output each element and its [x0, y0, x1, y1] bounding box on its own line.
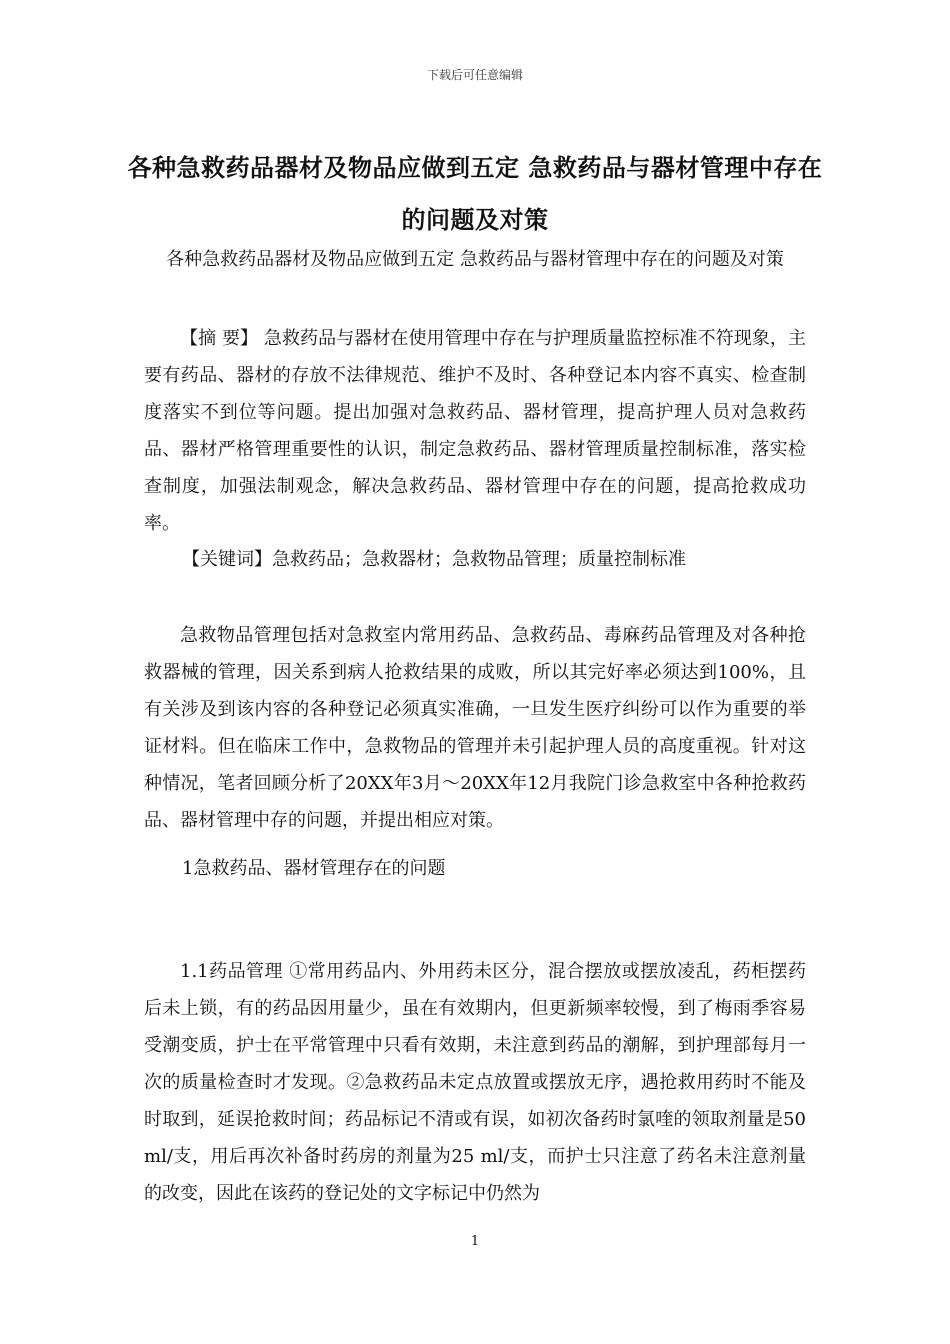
keywords-label: 【关键词】	[182, 549, 272, 570]
keywords-text: 急救药品；急救器材；急救物品管理；质量控制标准	[272, 549, 686, 570]
abstract-paragraph	[144, 320, 806, 542]
abstract-label: 【摘 要】	[180, 328, 259, 349]
section-heading-1: 1急救药品、器材管理存在的问题	[182, 858, 446, 879]
abstract-text: 急救药品与器材在使用管理中存在与护理质量监控标准不符现象，主要有药品、器材的存放不法律规范、维护不及时、各种登记本内容不真实、检查制度落实不到位等问题。提出加强对急救药品、器材管理，提高护理人员对急救药品、器材严格管理重要性的认识，制定急救药品、器材管理质量控制标准，落实检查制度，加强法制观念，解决急救药品、器材管理中存在的问题，提高抢救成功率。	[144, 328, 806, 534]
section-1-1-paragraph: 1.1药品管理 ①常用药品内、外用药未区分，混合摆放或摆放凌乱，药柜摆药后未上锁，有的药品因用量少，虽在有效期内，但更新频率较慢，到了梅雨季容易受潮变质，护士在平常管理中只看有效期，未注意到药品的潮解，到护理部每月一次的质量检查时才发现。②急救药品未定点放置或摆放无序，遇抢救用药时不能及时取到，延误抢救时间；药品标记不清或有误，如初次备药时氯喹的领取剂量是50 ml/支，用后再次补备时药房的剂量为25 ml/支，而护士只注意了药名未注意剂量的改变，因此在该药的登记处的文字标记中仍然为	[144, 961, 806, 1204]
intro-paragraph: 急救物品管理包括对急救室内常用药品、急救药品、毒麻药品管理及对各种抢救器械的管理，因关系到病人抢救结果的成败，所以其完好率必须达到100%，且有关涉及到该内容的各种登记必须真实准确，一旦发生医疗纠纷可以作为重要的举证材料。但在临床工作中，急救物品的管理并未引起护理人员的高度重视。针对这种情况，笔者回顾分析了20XX年3月～20XX年12月我院门诊急救室中各种抢救药品、器材管理中存的问题，并提出相应对策。	[144, 625, 806, 831]
keywords-paragraph	[182, 541, 806, 578]
document-title: 各种急救药品器材及物品应做到五定 急救药品与器材管理中存在的问题及对策	[127, 154, 823, 234]
page-number: 1	[470, 1234, 480, 1249]
document-subtitle: 各种急救药品器材及物品应做到五定 急救药品与器材管理中存在的问题及对策	[166, 249, 784, 270]
header-note: 下载后可任意编辑	[426, 68, 523, 82]
